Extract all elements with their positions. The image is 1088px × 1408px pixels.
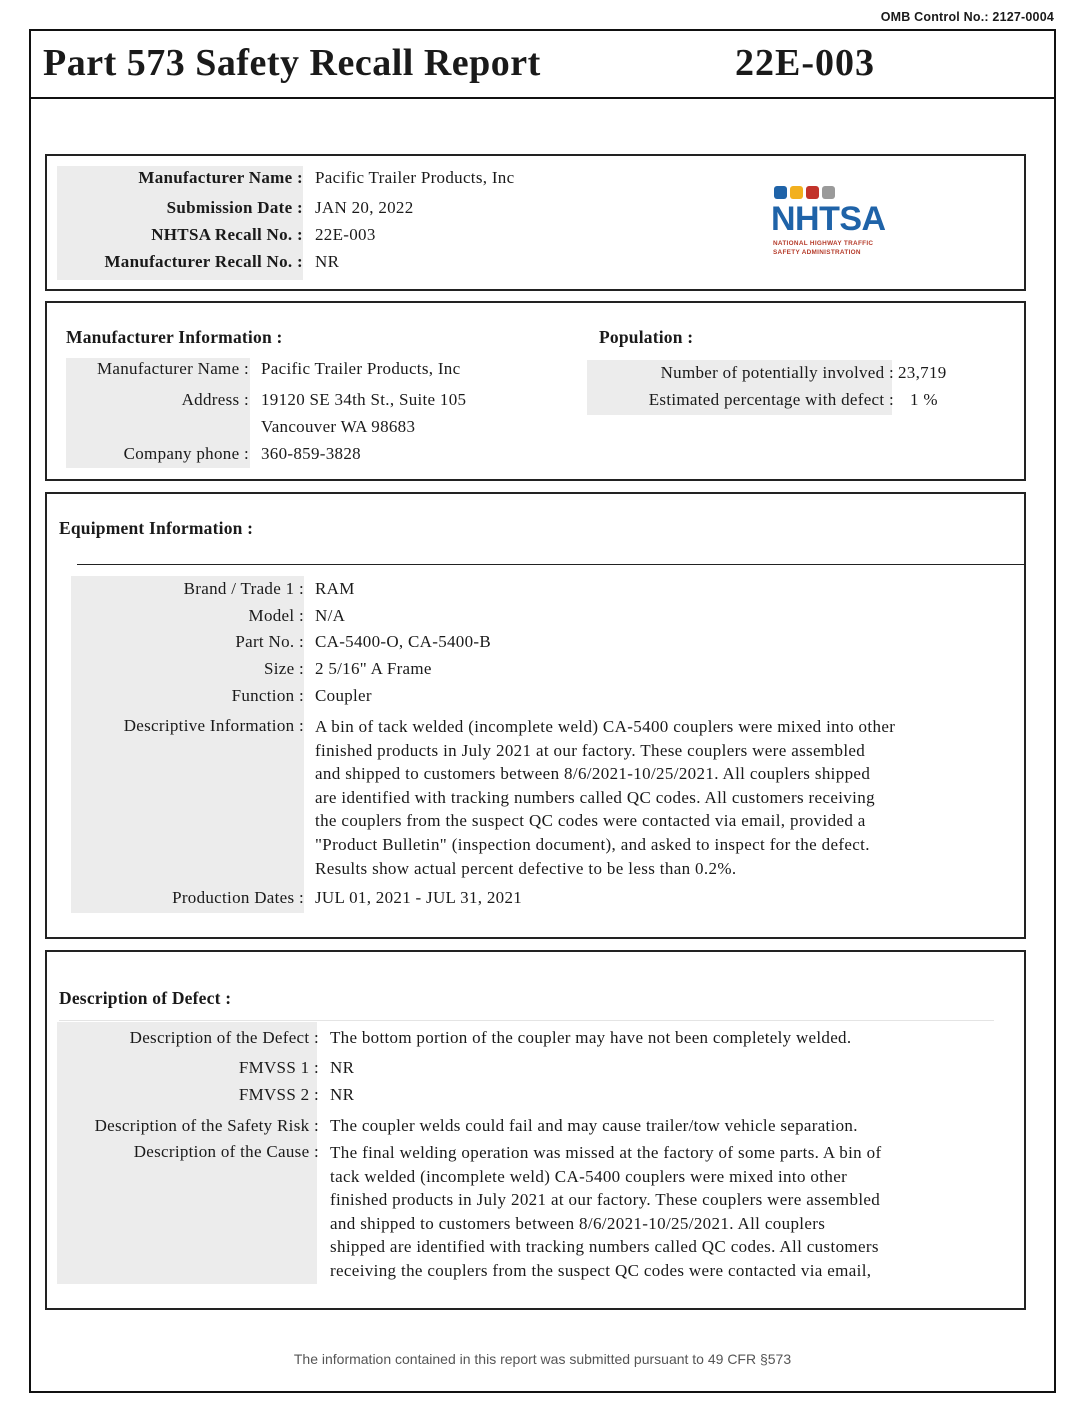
manufacturer-population-box <box>45 301 1026 481</box>
defect-description-value: The bottom portion of the coupler may have not been completely welded. <box>330 1028 852 1047</box>
population-involved-value: 23,719 <box>898 363 947 382</box>
equipment-brand-value: RAM <box>315 579 355 598</box>
defect-fmvss2-value: NR <box>330 1085 355 1104</box>
manufacturer-phone-label: Company phone : <box>123 444 249 463</box>
equipment-size-value: 2 5/16" A Frame <box>315 659 432 678</box>
equipment-descriptive-text <box>315 715 1015 880</box>
equipment-production-value: JUL 01, 2021 - JUL 31, 2021 <box>315 888 523 907</box>
equipment-descriptive-line: finished products in July 2021 at our factory. These couplers were assembled <box>315 740 866 760</box>
defect-cause-line: The final welding operation was missed at the factory of some parts. A bin of <box>330 1143 882 1162</box>
manufacturer-name-value: Pacific Trailer Products, Inc <box>261 359 461 378</box>
defect-box <box>45 950 1026 1310</box>
population-percentage-value: 1 % <box>910 390 938 409</box>
people-icon <box>806 186 819 199</box>
summary-manufacturer-recall-label: Manufacturer Recall No. : <box>104 252 303 271</box>
omb-control-number: OMB Control No.: 2127-0004 <box>880 10 1054 24</box>
equipment-descriptive-line: and shipped to customers between 8/6/2021-10/25/2021. All couplers shipped <box>315 764 871 784</box>
summary-nhtsa-recall-label: NHTSA Recall No. : <box>151 225 303 244</box>
summary-manufacturer-name-value: Pacific Trailer Products, Inc <box>315 168 515 187</box>
summary-box <box>45 154 1026 291</box>
manufacturer-name-label: Manufacturer Name : <box>96 359 249 378</box>
summary-submission-date-value: JAN 20, 2022 <box>315 198 414 217</box>
equipment-label-shade <box>71 576 304 913</box>
manufacturer-address-label: Address : <box>181 390 249 409</box>
defect-cause-line: tack welded (incomplete weld) CA-5400 couplers were mixed into other <box>330 1166 848 1186</box>
equipment-descriptive-line: A bin of tack welded (incomplete weld) CA-5400 couplers were mixed into other <box>315 717 896 736</box>
equipment-info-box <box>45 492 1026 939</box>
manufacturer-info-heading: Manufacturer Information : <box>66 327 283 347</box>
manufacturer-address-line2: Vancouver WA 98683 <box>261 417 416 436</box>
equipment-function-value: Coupler <box>315 686 372 705</box>
summary-submission-date-label: Submission Date : <box>166 198 303 217</box>
nhtsa-logo-subtitle-1: NATIONAL HIGHWAY TRAFFIC <box>773 240 874 247</box>
defect-cause-line: and shipped to customers between 8/6/2021-10/25/2021. All couplers <box>330 1213 826 1233</box>
defect-heading-rule <box>59 1020 994 1021</box>
population-percentage-label: Estimated percentage with defect : <box>648 390 894 409</box>
star-icon <box>822 186 835 199</box>
equipment-info-heading: Equipment Information : <box>59 518 254 538</box>
equipment-descriptive-line: are identified with tracking numbers called QC codes. All customers receiving <box>315 787 875 807</box>
equipment-function-label: Function : <box>231 686 304 705</box>
equipment-model-label: Model : <box>248 606 304 625</box>
equipment-brand-label: Brand / Trade 1 : <box>183 579 304 598</box>
defect-fmvss2-label: FMVSS 2 : <box>238 1085 319 1104</box>
manufacturer-phone-value: 360-859-3828 <box>261 444 361 463</box>
equipment-descriptive-line: "Product Bulletin" (inspection document), and asked to inspect for the defect. <box>315 834 870 854</box>
nhtsa-logo-icons <box>774 186 897 199</box>
defect-risk-value: The coupler welds could fail and may cause trailer/tow vehicle separation. <box>330 1116 858 1135</box>
report-page <box>29 29 1056 1393</box>
population-heading: Population : <box>599 327 694 347</box>
nhtsa-logo-subtitle-2: SAFETY ADMINISTRATION <box>773 249 861 256</box>
population-involved-label: Number of potentially involved : <box>660 363 894 382</box>
defect-description-label: Description of the Defect : <box>129 1028 319 1047</box>
pedestrian-icon <box>790 186 803 199</box>
equipment-part-no-label: Part No. : <box>235 632 304 651</box>
equipment-descriptive-line: Results show actual percent defective to be less than 0.2%. <box>315 858 737 878</box>
defect-cause-line: finished products in July 2021 at our factory. These couplers were assembled <box>330 1190 881 1210</box>
equipment-descriptive-label: Descriptive Information : <box>123 716 304 735</box>
report-header <box>31 31 1054 99</box>
defect-cause-text <box>330 1141 1010 1283</box>
defect-cause-line: shipped are identified with tracking numbers called QC codes. All customers <box>330 1237 879 1257</box>
defect-risk-label: Description of the Safety Risk : <box>94 1116 319 1135</box>
equipment-model-value: N/A <box>315 606 346 625</box>
nhtsa-logo-wordmark: NHTSA <box>771 200 886 238</box>
defect-fmvss1-label: FMVSS 1 : <box>238 1058 319 1077</box>
report-title: Part 573 Safety Recall Report <box>43 42 541 84</box>
wheel-icon <box>774 186 787 199</box>
defect-cause-label: Description of the Cause : <box>133 1142 319 1161</box>
equipment-size-label: Size : <box>263 659 304 678</box>
defect-cause-line: receiving the couplers from the suspect QC codes were contacted via email, <box>330 1260 872 1280</box>
report-footer-note: The information contained in this report was submitted pursuant to 49 CFR §573 <box>293 1351 792 1367</box>
summary-nhtsa-recall-value: 22E-003 <box>315 225 376 244</box>
equipment-descriptive-line: the couplers from the suspect QC codes were contacted via email, provided a <box>315 811 866 831</box>
summary-manufacturer-name-label: Manufacturer Name : <box>138 168 303 187</box>
report-recall-number: 22E-003 <box>735 42 875 84</box>
equipment-part-no-value: CA-5400-O, CA-5400-B <box>315 632 491 651</box>
equipment-production-label: Production Dates : <box>172 888 304 907</box>
defect-heading: Description of Defect : <box>59 988 232 1008</box>
nhtsa-logo <box>767 186 897 257</box>
equipment-heading-rule <box>77 564 1024 565</box>
defect-fmvss1-value: NR <box>330 1058 355 1077</box>
summary-manufacturer-recall-value: NR <box>315 252 340 271</box>
manufacturer-address-line1: 19120 SE 34th St., Suite 105 <box>261 390 467 409</box>
